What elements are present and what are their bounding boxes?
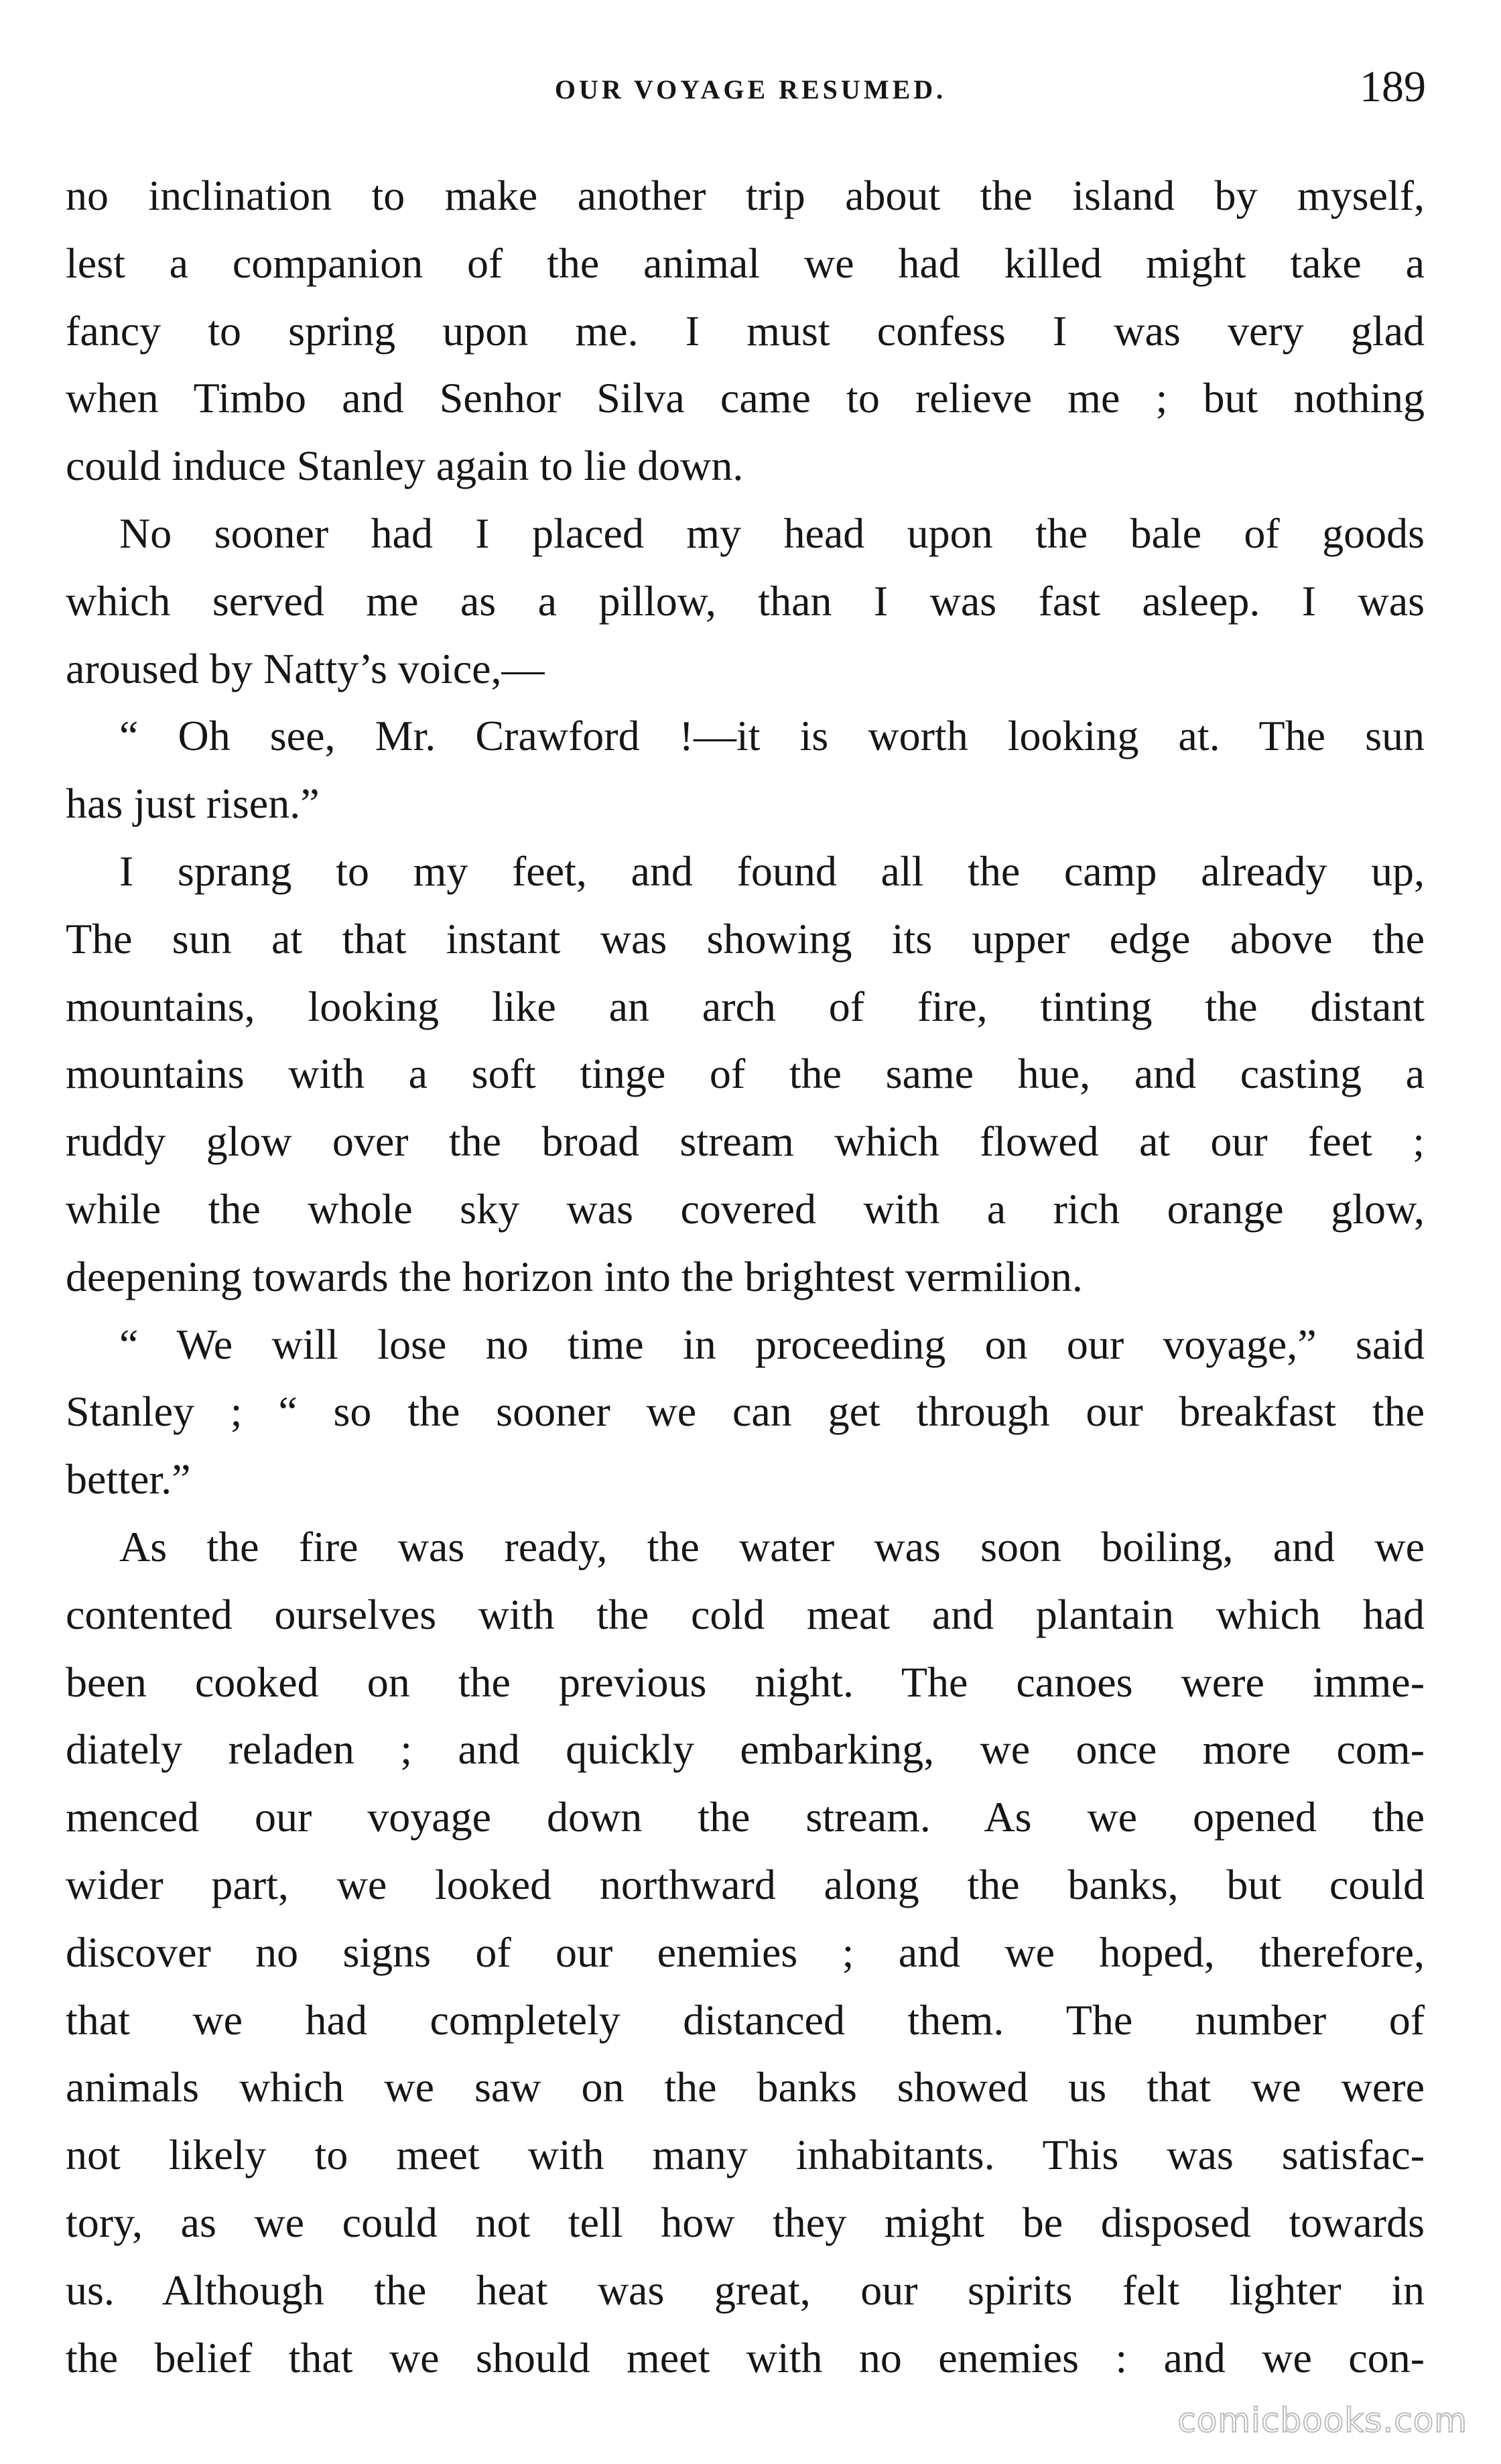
text-line: which served me as a pillow, than I was fast asleep. I was: [66, 576, 1425, 625]
text-line: mountains with a soft tinge of the same hue, and casting a: [66, 1050, 1425, 1098]
text-line: been cooked on the previous night. The canoes were imme-: [66, 1658, 1425, 1706]
watermark: comicbooks.com: [1177, 2401, 1467, 2440]
text-line: diately reladen ; and quickly embarking, we once more com-: [66, 1725, 1425, 1774]
text-line: The sun at that instant was showing its upper edge above the: [66, 914, 1425, 963]
text-line: no inclination to make another trip about the island by myself,: [66, 172, 1425, 219]
text-line: ruddy glow over the broad stream which flowed at our feet ;: [66, 1117, 1425, 1166]
text-line: “ Oh see, Mr. Crawford !—it is worth looking at. The sun: [119, 712, 1425, 760]
running-title: OUR VOYAGE RESUMED.: [554, 74, 947, 105]
page-number: 189: [1360, 62, 1426, 111]
text-line: “ We will lose no time in proceeding on our voyage,” said: [119, 1320, 1425, 1368]
text-line: not likely to meet with many inhabitants. This was satisfac-: [66, 2131, 1425, 2179]
text-line: animals which we saw on the banks showed us that we were: [66, 2063, 1425, 2111]
text-line: better.”: [66, 1455, 191, 1503]
text-line: menced our voyage down the stream. As we opened the: [66, 1793, 1425, 1841]
text-line: contented ourselves with the cold meat and plantain which had: [66, 1590, 1425, 1638]
text-line: us. Although the heat was great, our spirits felt lighter in: [66, 2266, 1425, 2314]
text-line: that we had completely distanced them. The number of: [66, 1995, 1425, 2044]
running-head: [66, 62, 1435, 122]
text-line: Stanley ; “ so the sooner we can get through our breakfast the: [66, 1388, 1425, 1436]
text-line: aroused by Natty’s voice,—: [66, 644, 545, 692]
text-line: lest a companion of the animal we had killed might take a: [66, 239, 1425, 287]
text-line: while the whole sky was covered with a rich orange glow,: [66, 1184, 1425, 1233]
body-text: [66, 162, 1425, 2392]
text-line: has just risen.”: [66, 780, 320, 828]
text-line: could induce Stanley again to lie down.: [66, 442, 744, 490]
text-line: the belief that we should meet with no enemies : and we con-: [66, 2333, 1425, 2382]
text-line: when Timbo and Senhor Silva came to relieve me ; but nothing: [66, 374, 1425, 422]
text-line: wider part, we looked northward along the banks, but could: [66, 1860, 1425, 1908]
text-line: discover no signs of our enemies ; and we hoped, therefore,: [66, 1928, 1425, 1976]
text-line: deepening towards the horizon into the brightest vermilion.: [66, 1252, 1083, 1300]
text-line: I sprang to my feet, and found all the camp already up,: [119, 847, 1425, 895]
text-line: mountains, looking like an arch of fire, tinting the distant: [66, 982, 1425, 1030]
text-line: tory, as we could not tell how they might be disposed towards: [66, 2198, 1425, 2246]
text-line: As the fire was ready, the water was soon boiling, and we: [119, 1522, 1425, 1570]
text-line: fancy to spring upon me. I must confess I was very glad: [66, 306, 1425, 355]
text-line: No sooner had I placed my head upon the bale of goods: [119, 509, 1425, 557]
